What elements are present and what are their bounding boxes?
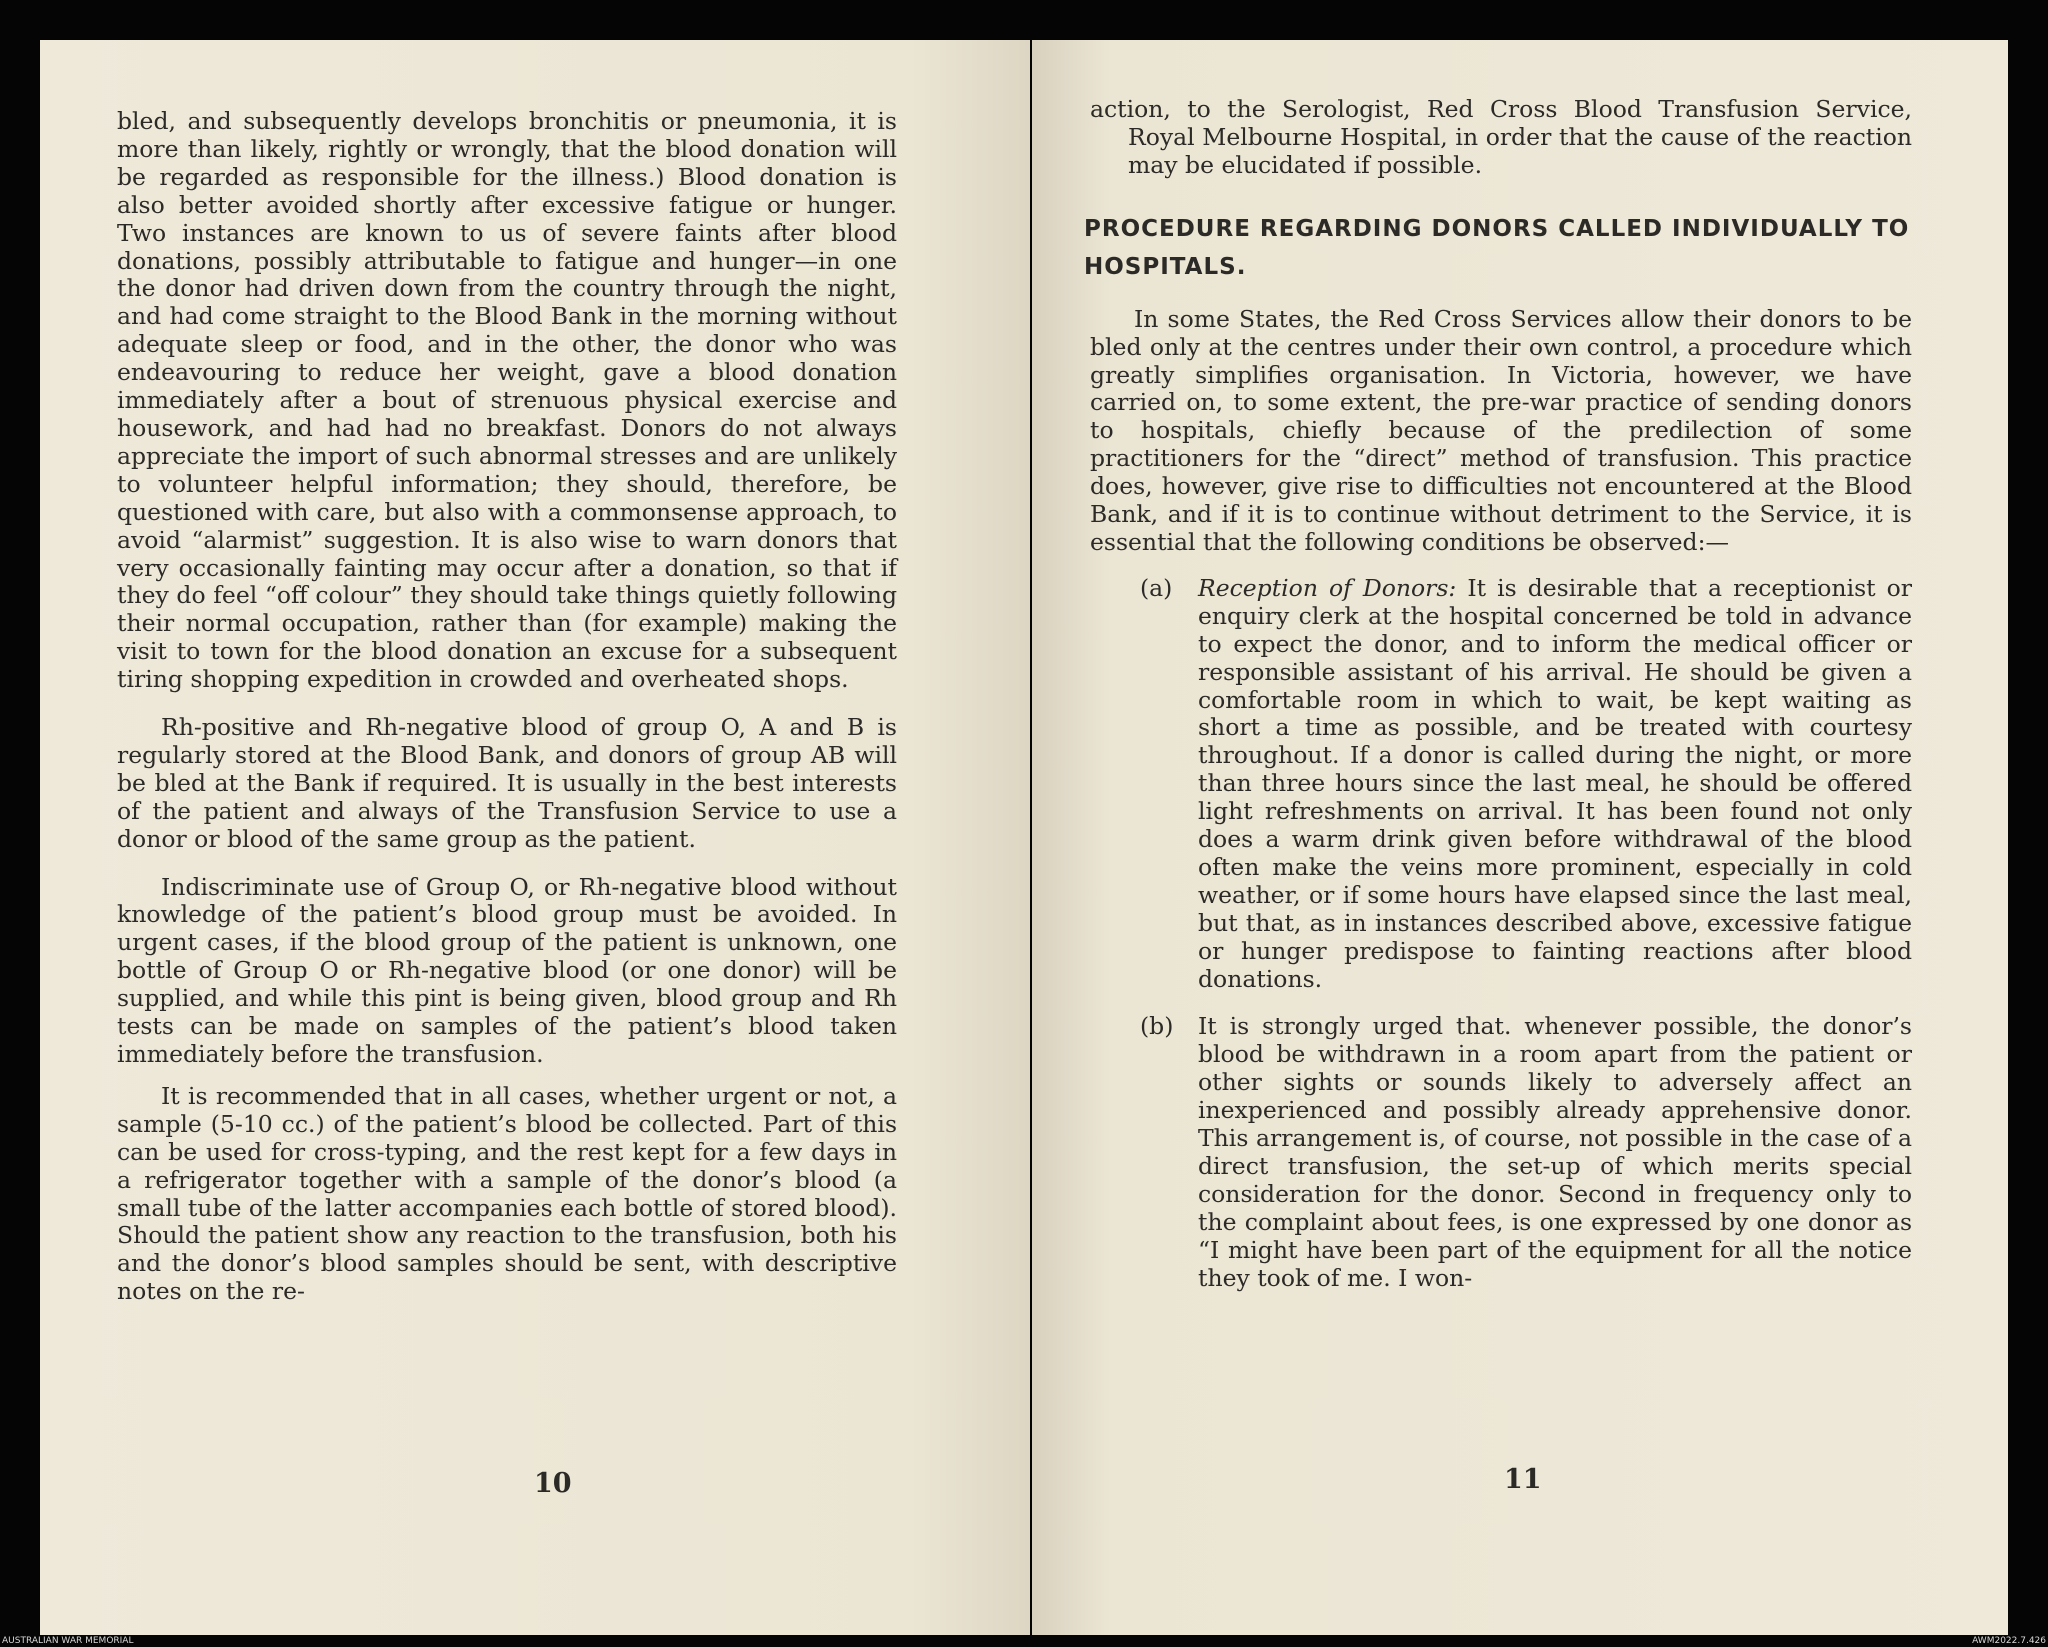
paragraph: Rh-positive and Rh-negative blood of group O, A and B is regularly stored at the Blood Bank, and donors of group AB will be bled at the Bank if required. It is usually in the best interests of the patient and always of the Transfusion Service to use a donor or blood of the same group as the patient.: [117, 713, 897, 853]
archive-id: AWM2022.7.426: [1972, 1636, 2046, 1646]
page-number: 10: [534, 1468, 572, 1499]
page-number: 11: [1504, 1464, 1542, 1495]
list-marker: (b): [1140, 1012, 1174, 1041]
paragraph: action, to the Serologist, Red Cross Blood Transfusion Service, Royal Melbourne Hospital, in order that the cause of the reaction may be elucidated if possible.: [1090, 95, 1912, 179]
list-item: [1090, 575, 1912, 994]
list-marker: (a): [1140, 573, 1173, 602]
paragraph: Indiscriminate use of Group O, or Rh-negative blood without knowledge of the patient’s blood group must be avoided. In urgent cases, if the blood group of the patient is unknown, one bottle of Group O or Rh-negative blood (or one donor) will be supplied, and while this pint is being given, blood group and Rh tests can be made on samples of the patient’s blood taken immediately before the transfusion.: [117, 872, 897, 1068]
left-page-text: [117, 108, 897, 1306]
right-page-text: [1084, 95, 1912, 1293]
section-heading: PROCEDURE REGARDING DONORS CALLED INDIVIDUALLY TO HOSPITALS.: [1084, 215, 1910, 280]
paragraph: It is recommended that in all cases, whether urgent or not, a sample (5-10 cc.) of the patient’s blood be collected. Part of this can be used for cross-typing, and the rest kept for a few days in a refrigerator together with a sample of the donor’s blood (a small tube of the latter accompanies each bottle of stored blood). Should the patient show any reaction to the transfusion, both his and the donor’s blood samples should be sent, with descriptive notes on the re-: [117, 1081, 897, 1306]
archive-caption: AUSTRALIAN WAR MEMORIAL: [2, 1636, 134, 1646]
paragraph: bled, and subsequently develops bronchitis or pneumonia, it is more than likely, rightly or wrongly, that the blood donation will be regarded as responsible for the illness.) Blood donation is also better avoided shortly after excessive fatigue or hunger. Two instances are known to us of severe faints after blood donations, possibly attributable to fatigue and hunger—in one the donor had driven down from the country through the night, and had come straight to the Blood Bank in the morning without adequate sleep or food, and in the other, the donor who was endeavouring to reduce her weight, gave a blood donation immediately after a bout of strenuous physical exercise and housework, and had had no breakfast. Donors do not always appreciate the import of such abnormal stresses and are unlikely to volunteer helpful information; they should, therefore, be questioned with care, but also with a commonsense approach, to avoid “alarmist” suggestion. It is also wise to warn donors that very occasionally fainting may occur after a donation, so that if they do feel “off colour” they should take things quietly following their normal occupation, rather than (for example) making the visit to town for the blood donation an excuse for a subsequent tiring shopping expedition in crowded and overheated shops.: [117, 107, 897, 694]
list-item: [1090, 1013, 1912, 1292]
list-item-text: [1198, 1013, 1912, 1292]
footer-bar: [0, 1635, 2048, 1647]
list-item-title: Reception of Donors:: [1198, 573, 1457, 602]
list-item-body: It is strongly urged that. whenever possible, the donor’s blood be withdrawn in a room apart from the patient or other sights or sounds likely to adversely affect an inexperienced and possibly already apprehensive donor. This arrangement is, of course, not possible in the case of a direct transfusion, the set-up of which merits special consideration for the donor. Second in frequency only to the complaint about fees, is one expressed by one donor as “I might have been part of the equipment for all the notice they took of me. I won-: [1198, 1012, 1912, 1292]
list-item-text: [1198, 575, 1912, 994]
paragraph: In some States, the Red Cross Services allow their donors to be bled only at the centres under their own control, a procedure which greatly simplifies organisation. In Victoria, however, we have carried on, to some extent, the pre-war practice of sending donors to hospitals, chiefly because of the predilection of some practitioners for the “direct” method of transfusion. This practice does, however, give rise to difficulties not encountered at the Blood Bank, and if it is to continue without detriment to the Service, it is essential that the following conditions be observed:—: [1090, 304, 1912, 556]
list-item-body: It is desirable that a receptionist or enquiry clerk at the hospital concerned be told in advance to expect the donor, and to inform the medical officer or responsible assistant of his arrival. He should be given a comfortable room in which to wait, be kept waiting as short a time as possible, and be treated with courtesy throughout. If a donor is called during the night, or more than three hours since the last meal, he should be offered light refreshments on arrival. It has been found not only does a warm drink given before withdrawal of the blood often make the veins more prominent, especially in cold weather, or if some hours have elapsed since the last meal, but that, as in instances described above, excessive fatigue or hunger predispose to fainting reactions after blood donations.: [1198, 573, 1912, 993]
